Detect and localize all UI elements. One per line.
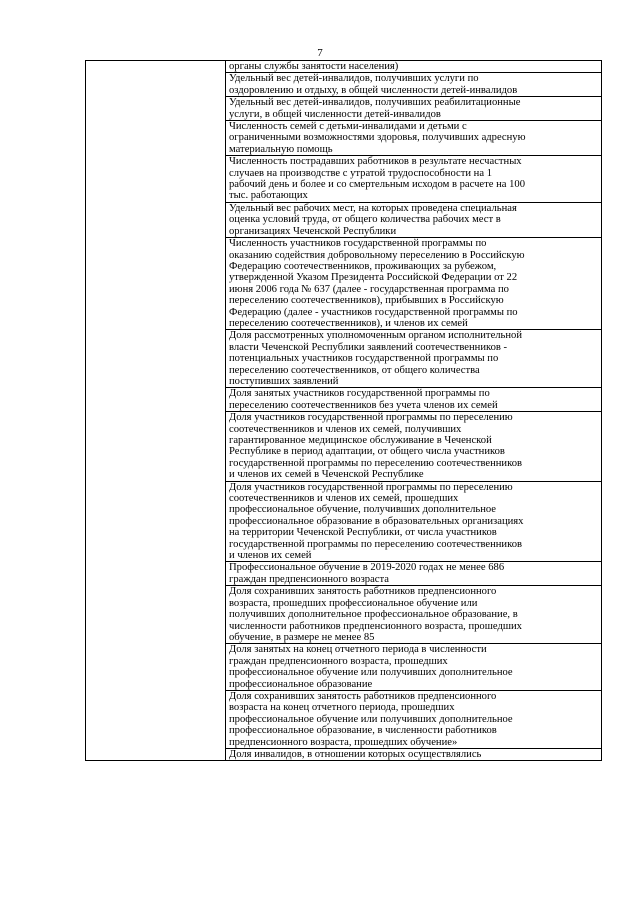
indicator-cell: Удельный вес детей-инвалидов, получивших реабилитационные услуги, в общей численности детей-инвалидов [226, 97, 602, 121]
indicator-cell: Численность участников государственной программы по оказанию содействия добровольному переселению в Российскую Федерацию соотечественников, проживающих за рубежом, утвержденной Указом Президента Российской Федерации от 22 июня 2006 года № 637 (далее - государственная программа по переселению соотечественников), прибывших в Российскую Федерацию (далее - участников государственной программы по переселению соотечественников), и членов их семей [226, 238, 602, 330]
indicator-cell: Доля участников государственной программы по переселению соотечественников и членов их семей, получивших гарантированное медицинское обслуживание в Чеченской Республике в период адаптации, от общего числа участников государственной программы по переселению соотечественников и членов их семей в Чеченской Республике [226, 412, 602, 481]
indicator-cell: Численность пострадавших работников в результате несчастных случаев на производстве с утратой трудоспособности на 1 рабочий день и более и со смертельным исходом в расчете на 100 тыс. работающих [226, 156, 602, 203]
indicator-cell: органы службы занятости населения) [226, 61, 602, 73]
indicator-cell: Доля занятых на конец отчетного периода в численности граждан предпенсионного возраста, прошедших профессиональное обучение или получивших дополнительное профессиональное образование [226, 644, 602, 691]
indicator-cell: Удельный вес детей-инвалидов, получивших услуги по оздоровлению и отдыху, в общей численности детей-инвалидов [226, 73, 602, 97]
page-number: 7 [317, 47, 323, 59]
indicator-cell: Удельный вес рабочих мест, на которых проведена специальная оценка условий труда, от общего количества рабочих мест в организациях Чеченской Республики [226, 202, 602, 237]
indicator-cell: Доля инвалидов, в отношении которых осуществлялись [226, 748, 602, 760]
indicator-cell: Доля сохранивших занятость работников предпенсионного возраста на конец отчетного периода, прошедших профессиональное обучение или получивших дополнительное профессиональное образование, в численности работников предпенсионного возраста, прошедших обучение» [226, 690, 602, 748]
indicator-cell: Профессиональное обучение в 2019-2020 годах не менее 686 граждан предпенсионного возраста [226, 562, 602, 586]
indicator-cell: Доля сохранивших занятость работников предпенсионного возраста, прошедших профессиональное обучение или получивших дополнительное профессиональное образование, в численности работников предпенсионного возраста, прошедших обучение, в размере не менее 85 [226, 586, 602, 644]
indicator-cell: Доля рассмотренных уполномоченным органом исполнительной власти Чеченской Республики заявлений соотечественников - потенциальных участников государственной программы по переселению соотечественников, от общего количества поступивших заявлений [226, 330, 602, 388]
indicator-cell: Доля участников государственной программы по переселению соотечественников и членов их семей, прошедших профессиональное обучение, получивших дополнительное профессиональное образование в образовательных организациях на территории Чеченской Республики, от числа участников государственной программы по переселению соотечественников и членов их семей [226, 481, 602, 562]
left-column-cell [86, 61, 226, 761]
indicator-table [85, 60, 602, 761]
table-row [86, 61, 602, 73]
indicator-cell: Численность семей с детьми-инвалидами и детьми с ограниченными возможностями здоровья, получивших адресную материальную помощь [226, 121, 602, 156]
indicator-cell: Доля занятых участников государственной программы по переселению соотечественников без учета членов их семей [226, 388, 602, 412]
